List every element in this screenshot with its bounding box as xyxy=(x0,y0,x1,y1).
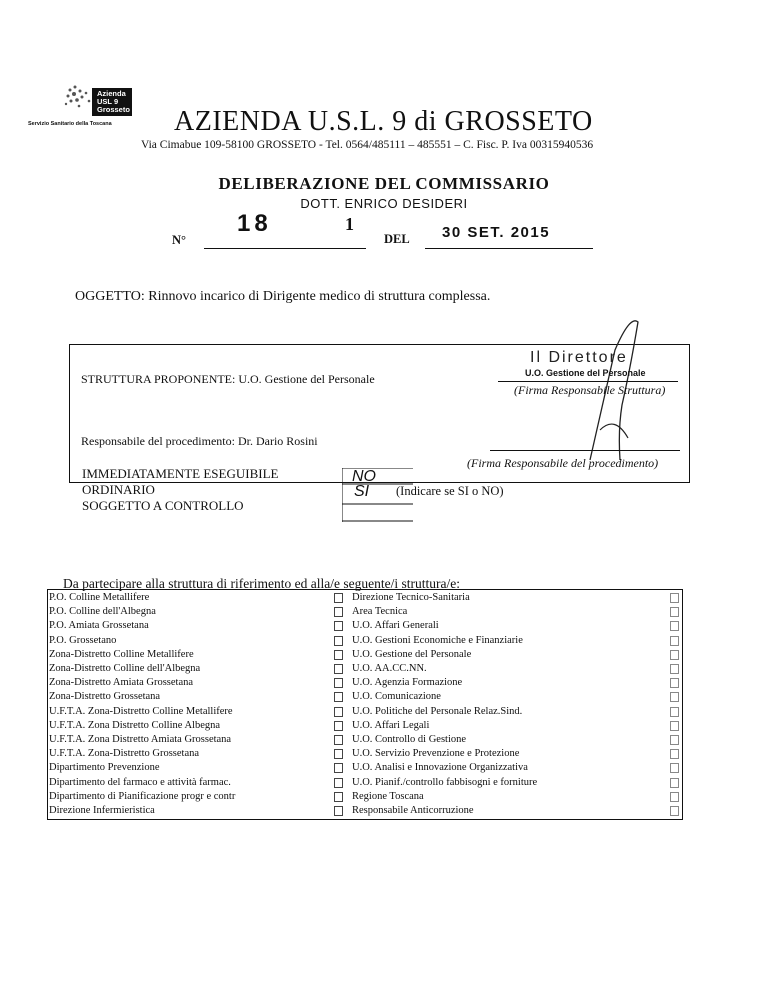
participation-checkbox-right[interactable] xyxy=(670,707,679,717)
signature-line-structure xyxy=(498,381,678,382)
participation-right-item: U.O. Gestioni Economiche e Finanziarie xyxy=(352,634,523,646)
execution-instruction: (Indicare se SI o NO) xyxy=(396,484,504,498)
participation-left-item: P.O. Colline dell'Albegna xyxy=(49,606,156,618)
participation-right-item: U.O. Servizio Prevenzione e Protezione xyxy=(352,748,520,760)
participation-checkbox[interactable] xyxy=(334,664,343,674)
participation-checkbox[interactable] xyxy=(334,806,343,816)
signature-line-procedure xyxy=(490,450,680,451)
participation-checkbox-right[interactable] xyxy=(670,806,679,816)
participation-right-item: U.O. AA.CC.NN. xyxy=(352,663,427,674)
participation-right-item: Regione Toscana xyxy=(352,790,424,802)
participation-checkbox[interactable] xyxy=(334,735,343,745)
participation-checkbox[interactable] xyxy=(334,593,343,603)
participation-checkbox[interactable] xyxy=(334,778,343,788)
procedure-manager: Responsabile del procedimento: Dr. Dario Rosini xyxy=(81,434,318,448)
participation-checkbox-right[interactable] xyxy=(670,749,679,759)
execution-label-control: SOGGETTO A CONTROLLO xyxy=(82,498,244,513)
participation-right-item: U.O. Agenzia Formazione xyxy=(352,677,463,689)
number-underline xyxy=(204,248,366,249)
participation-checkbox-right[interactable] xyxy=(670,678,679,688)
participation-checkbox[interactable] xyxy=(334,721,343,731)
signature-caption-procedure: (Firma Responsabile del procedimento) xyxy=(467,456,659,470)
participation-right-item: Responsabile Anticorruzione xyxy=(352,805,474,816)
participation-checkbox-right[interactable] xyxy=(670,636,679,646)
participation-checkbox-right[interactable] xyxy=(670,778,679,788)
participation-right-item: U.O. Gestione del Personale xyxy=(352,648,472,660)
participation-right-item: U.O. Affari Legali xyxy=(352,719,430,731)
proposing-structure: STRUTTURA PROPONENTE: U.O. Gestione del Personale xyxy=(81,372,375,386)
director-signature: Il Direttore xyxy=(530,349,628,366)
participation-checkbox-right[interactable] xyxy=(670,792,679,802)
number-value: 18 xyxy=(237,210,272,237)
organization-title: AZIENDA U.S.L. 9 di GROSSETO xyxy=(174,106,593,137)
participation-left-item: U.F.T.A. Zona Distretto Colline Albegna xyxy=(49,719,221,731)
deliberation-title: DELIBERAZIONE DEL COMMISSARIO xyxy=(218,174,550,193)
logo-line-2: USL 9 xyxy=(97,97,119,106)
number-label: N° xyxy=(172,233,187,247)
participation-checkbox-right[interactable] xyxy=(670,692,679,702)
participation-right-item: U.O. Controllo di Gestione xyxy=(352,734,467,745)
participation-checkbox-right[interactable] xyxy=(670,664,679,674)
participation-left-item: P.O. Grossetano xyxy=(49,634,117,646)
participation-right-item: Area Tecnica xyxy=(352,606,408,618)
participation-checkbox[interactable] xyxy=(334,749,343,759)
participation-right-item: U.O. Analisi e Innovazione Organizzativa xyxy=(352,762,528,774)
date-underline xyxy=(425,248,593,249)
participation-checkbox-right[interactable] xyxy=(670,763,679,773)
participation-left-item: P.O. Colline Metallifere xyxy=(49,592,150,603)
execution-value-si: SI xyxy=(354,483,370,500)
participation-right-item: U.O. Pianif./controllo fabbisogni e forniture xyxy=(352,776,538,788)
participation-left-item: U.F.T.A. Zona-Distretto Colline Metallifere xyxy=(49,705,233,717)
signature-caption-structure: (Firma Responsabile Struttura) xyxy=(514,383,666,397)
participation-checkbox-right[interactable] xyxy=(670,621,679,631)
participation-left-item: U.F.T.A. Zona Distretto Amiata Grossetana xyxy=(49,734,232,745)
execution-label-immediate: IMMEDIATAMENTE ESEGUIBILE xyxy=(82,466,279,481)
execution-value-no: NO xyxy=(352,468,376,485)
participation-checkbox[interactable] xyxy=(334,792,343,802)
participation-checkbox[interactable] xyxy=(334,692,343,702)
participation-left-item: Dipartimento di Pianificazione progr e contr xyxy=(49,790,236,802)
participation-right-item: U.O. Affari Generali xyxy=(352,620,439,632)
participation-left-item: Zona-Distretto Colline dell'Albegna xyxy=(49,663,201,674)
participation-right-item: Direzione Tecnico-Sanitaria xyxy=(352,592,470,603)
director-stamp: U.O. Gestione del Personale xyxy=(525,368,646,378)
participation-right-item: U.O. Comunicazione xyxy=(352,691,441,703)
logo-line-3: Grosseto xyxy=(97,105,130,114)
date-label: DEL xyxy=(384,232,410,246)
participation-checkbox-right[interactable] xyxy=(670,650,679,660)
organization-address: Via Cimabue 109-58100 GROSSETO - Tel. 0564/485111 – 485551 – C. Fisc. P. Iva 00315940536 xyxy=(141,139,594,151)
participation-left-item: Dipartimento Prevenzione xyxy=(49,762,160,774)
logo-text xyxy=(97,90,130,114)
participation-checkbox[interactable] xyxy=(334,650,343,660)
logo-caption: Servizio Sanitario della Toscana xyxy=(28,121,112,127)
subject-line: OGGETTO: Rinnovo incarico di Dirigente medico di struttura complessa. xyxy=(75,289,491,304)
participation-checkbox[interactable] xyxy=(334,678,343,688)
execution-label-ordinary: ORDINARIO xyxy=(82,482,155,497)
participation-checkbox[interactable] xyxy=(334,621,343,631)
number-mark: 1 xyxy=(345,214,354,234)
participation-checkbox[interactable] xyxy=(334,707,343,717)
deliberation-subtitle: DOTT. ENRICO DESIDERI xyxy=(300,196,468,211)
participation-left-item: Direzione Infermieristica xyxy=(49,805,155,816)
participation-heading: Da partecipare alla struttura di riferimento ed alla/e seguente/i struttura/e: xyxy=(63,576,460,591)
participation-checkbox[interactable] xyxy=(334,763,343,773)
participation-right-item: U.O. Politiche del Personale Relaz.Sind. xyxy=(352,705,523,717)
participation-left-item: Dipartimento del farmaco e attività farmac. xyxy=(49,776,231,788)
participation-checkbox-right[interactable] xyxy=(670,721,679,731)
participation-left-item: Zona-Distretto Grossetana xyxy=(49,691,161,703)
participation-checkbox-right[interactable] xyxy=(670,607,679,617)
logo-line-1: Azienda xyxy=(97,89,126,98)
date-value: 30 SET. 2015 xyxy=(442,224,551,241)
participation-checkbox-right[interactable] xyxy=(670,593,679,603)
participation-checkbox[interactable] xyxy=(334,607,343,617)
participation-left-item: Zona-Distretto Amiata Grossetana xyxy=(49,677,194,689)
participation-checkbox[interactable] xyxy=(334,636,343,646)
participation-left-item: Zona-Distretto Colline Metallifere xyxy=(49,648,194,660)
participation-left-item: U.F.T.A. Zona-Distretto Grossetana xyxy=(49,748,200,760)
execution-labels xyxy=(82,466,278,514)
participation-left-item: P.O. Amiata Grossetana xyxy=(49,620,149,632)
participation-checkbox-right[interactable] xyxy=(670,735,679,745)
